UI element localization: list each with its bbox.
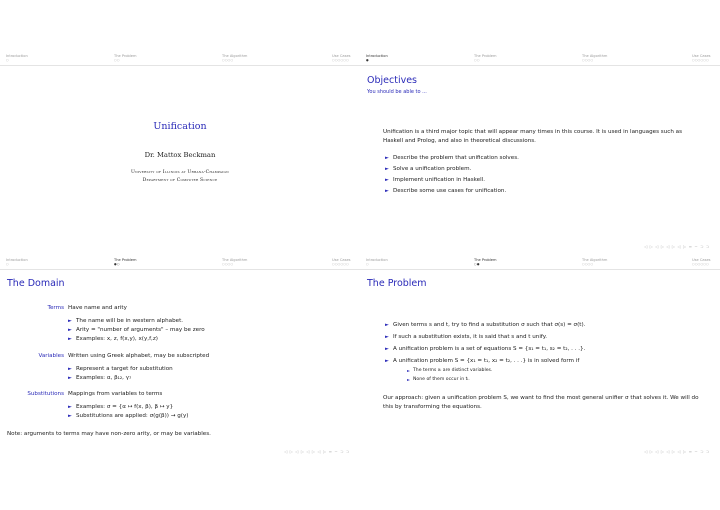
variables-list (66, 365, 173, 383)
nav-the-problem[interactable]: The Problem (114, 258, 137, 262)
triangle-bullet-icon: ► (68, 412, 72, 419)
solved-form-sublist (393, 367, 713, 384)
section-navigation (360, 51, 720, 66)
nav-introduction[interactable]: Introduction (366, 54, 388, 58)
nav-dots-the-algorithm[interactable]: ○○○○ (222, 58, 234, 62)
sub-list-item: ► None of them occur in tᵢ. (405, 376, 713, 385)
triangle-bullet-icon: ► (385, 334, 389, 340)
nav-the-problem[interactable]: The Problem (114, 54, 137, 58)
triangle-bullet-icon: ► (68, 318, 72, 324)
nav-the-problem[interactable]: The Problem (474, 258, 497, 262)
nav-dots-introduction[interactable]: ○ (6, 262, 9, 266)
nav-dots-use-cases[interactable]: ○○○○○○ (332, 58, 349, 62)
nav-the-algorithm[interactable]: The Algorithm (582, 258, 608, 262)
triangle-bullet-icon: ► (385, 176, 389, 183)
nav-the-algorithm[interactable]: The Algorithm (222, 258, 248, 262)
nav-introduction[interactable]: Introduction (6, 258, 28, 262)
nav-dots-the-problem[interactable]: ○● (474, 262, 480, 266)
list-item: ► A unification problem is a set of equations S = {s₁ = t₁, s₂ = t₂, . . .}. (383, 343, 713, 355)
nav-use-cases[interactable]: Use Cases (692, 54, 711, 58)
list-item: ► Implement unification in Haskell. (383, 175, 703, 186)
domain-slide (0, 255, 360, 510)
nav-dots-use-cases[interactable]: ○○○○○○ (692, 262, 709, 266)
triangle-bullet-icon: ► (385, 187, 389, 194)
variables-label: Variables (38, 353, 64, 359)
section-navigation (360, 255, 720, 270)
nav-dots-the-problem[interactable]: ●○ (114, 262, 120, 266)
list-item: ► Examples: σ = {α ↦ f(x, β), β ↦ y} (68, 404, 174, 410)
beamer-navigation-symbols[interactable]: ◁ ▷ ◁ ▷ ◁ ▷ ◁ ▷ ≡ ∽ ⊃ ⊃ (644, 449, 710, 454)
nav-dots-introduction[interactable]: ○ (366, 262, 369, 266)
problem-slide (360, 255, 720, 510)
beamer-navigation-symbols[interactable]: ◁ ▷ ◁ ▷ ◁ ▷ ◁ ▷ ≡ ∽ ⊃ ⊃ (284, 449, 350, 454)
triangle-bullet-icon: ► (407, 376, 411, 382)
section-navigation (0, 51, 360, 66)
nav-dots-the-algorithm[interactable]: ○○○○ (222, 262, 234, 266)
triangle-bullet-icon: ► (385, 322, 389, 328)
substitutions-definition: Mappings from variables to terms (68, 391, 163, 397)
list-item: ► Examples: α, β₁₂, γ₇ (68, 374, 132, 381)
nav-dots-introduction[interactable]: ○ (6, 58, 9, 62)
list-item: ► Describe some use cases for unification. (383, 186, 703, 197)
nav-use-cases[interactable]: Use Cases (332, 54, 351, 58)
nav-dots-the-algorithm[interactable]: ○○○○ (582, 262, 594, 266)
triangle-bullet-icon: ► (68, 326, 72, 333)
section-navigation (0, 255, 360, 270)
intro-paragraph: Unification is a third major topic that will appear many times in this course. It is used in languages such as Haskell and Prolog, and also in theoretical discussions. (383, 129, 682, 144)
frame-title: The Domain (7, 278, 65, 289)
sub-list-item: ► The terms xᵢ are distinct variables. (405, 367, 713, 376)
objectives-list (383, 153, 703, 197)
nav-dots-the-problem[interactable]: ○○ (474, 58, 480, 62)
nav-dots-use-cases[interactable]: ○○○○○○ (332, 262, 349, 266)
objectives-slide (360, 0, 720, 255)
triangle-bullet-icon: ► (68, 335, 72, 342)
list-item: ► Arity = "number of arguments" – may be zero (68, 326, 205, 333)
list-item: ► Describe the problem that unification solves. (383, 153, 703, 164)
list-item: ► A unification problem S = {x₁ = t₁, x₂ = t₂, . . .} is in solved form if ► The terms xᵢ are distinct variables. ► None of them occur in tᵢ. (383, 355, 713, 384)
frame-title: The Problem (367, 278, 427, 289)
triangle-bullet-icon: ► (385, 358, 389, 364)
frame-subtitle: You should be able to ... (367, 89, 427, 95)
substitutions-label: Substitutions (27, 391, 64, 397)
list-item: ► Examples: x, z, f(x,y), x(y,f,z) (68, 335, 158, 342)
nav-the-algorithm[interactable]: The Algorithm (582, 54, 608, 58)
substitutions-list (66, 403, 188, 421)
beamer-navigation-symbols[interactable]: ◁ ▷ ◁ ▷ ◁ ▷ ◁ ▷ ≡ ∽ ⊃ ⊃ (644, 244, 710, 249)
list-item: ► Represent a target for substitution (68, 366, 173, 372)
triangle-bullet-icon: ► (385, 155, 389, 161)
institution-name: University of Illinois at Urbana-Champaign (131, 170, 229, 175)
problem-list (383, 319, 713, 384)
list-item: ► If such a substitution exists, it is said that s and t unify. (383, 331, 713, 343)
triangle-bullet-icon: ► (68, 374, 72, 381)
nav-dots-use-cases[interactable]: ○○○○○○ (692, 58, 709, 62)
presentation-title: Unification (153, 121, 207, 132)
triangle-bullet-icon: ► (68, 404, 72, 410)
nav-introduction[interactable]: Introduction (6, 54, 28, 58)
author-name: Dr. Mattox Beckman (144, 151, 216, 159)
variables-definition: Written using Greek alphabet, may be subscripted (68, 353, 210, 359)
triangle-bullet-icon: ► (385, 165, 389, 172)
triangle-bullet-icon: ► (407, 368, 411, 373)
list-item: ► The name will be in western alphabet. (68, 318, 184, 324)
objectives-intro (383, 128, 698, 145)
list-item: ► Solve a unification problem. (383, 164, 703, 175)
domain-note: Note: arguments to terms may have non-zero arity, or may be variables. (7, 431, 211, 437)
list-item: ► Given terms s and t, try to find a substitution σ such that σ(s) = σ(t). (383, 319, 713, 331)
department-name: Department of Computer Science (142, 178, 218, 183)
frame-title: Objectives (367, 75, 417, 86)
nav-dots-the-algorithm[interactable]: ○○○○ (582, 58, 594, 62)
nav-use-cases[interactable]: Use Cases (332, 258, 351, 262)
triangle-bullet-icon: ► (385, 346, 389, 352)
title-slide (0, 0, 360, 255)
nav-introduction[interactable]: Introduction (366, 258, 388, 262)
list-item: ► Substitutions are applied: σ(g(β)) → g(y) (68, 412, 189, 419)
nav-the-problem[interactable]: The Problem (474, 54, 497, 58)
terms-definition: Have name and arity (68, 305, 127, 311)
nav-dots-introduction[interactable]: ● (366, 58, 369, 62)
problem-approach: Our approach: given a unification problem S, we want to find the most general unifier σ that solves it. We will do this by transforming the equations. (383, 395, 699, 410)
terms-list (66, 317, 205, 343)
terms-label: Terms (47, 305, 64, 311)
nav-the-algorithm[interactable]: The Algorithm (222, 54, 248, 58)
nav-dots-the-problem[interactable]: ○○ (114, 58, 120, 62)
triangle-bullet-icon: ► (68, 366, 72, 372)
nav-use-cases[interactable]: Use Cases (692, 258, 711, 262)
